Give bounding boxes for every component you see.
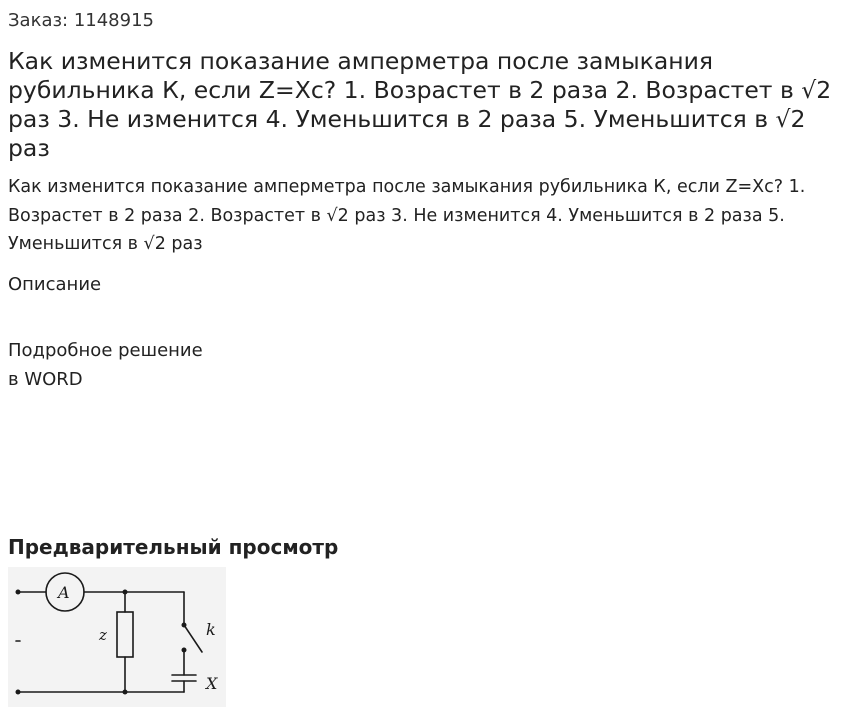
terminal-dot xyxy=(16,690,21,695)
junction-dot xyxy=(123,590,128,595)
switch-label: k xyxy=(206,620,216,639)
description-body xyxy=(8,336,203,394)
switch-symbol xyxy=(184,625,202,652)
switch-contact-dot xyxy=(182,648,187,653)
description-line: в WORD xyxy=(8,369,83,390)
preview-heading: Предварительный просмотр xyxy=(8,535,339,559)
impedance-label: z xyxy=(99,626,107,644)
question-text: Как изменится показание амперметра после замыкания рубильника К, если Z=Xc? 1. Возрастет в 2 раза 2. Возрастет в √2 раз 3. Не изменится 4. Уменьшится в 2 раза 5. Уменьшится в √2 раз xyxy=(8,177,806,254)
page-title: Как изменится показание амперметра после замыкания рубильника К, если Z=Xc? 1. Возрастет в 2 раза 2. Возрастет в √2 раз 3. Не изменится 4. Уменьшится в 2 раза 5. Уменьшится в √2 раз xyxy=(8,47,832,162)
ammeter-label: A xyxy=(58,583,70,602)
junction-dot xyxy=(123,690,128,695)
switch-contact-dot xyxy=(182,623,187,628)
preview-image[interactable] xyxy=(8,567,226,707)
description-line: Подробное решение xyxy=(8,340,203,361)
description-heading: Описание xyxy=(8,274,102,295)
order-number: Заказ: 1148915 xyxy=(8,10,154,31)
capacitor-label: X xyxy=(206,674,218,693)
terminal-dot xyxy=(16,590,21,595)
circuit-diagram xyxy=(8,567,226,707)
impedance-symbol xyxy=(117,612,133,657)
